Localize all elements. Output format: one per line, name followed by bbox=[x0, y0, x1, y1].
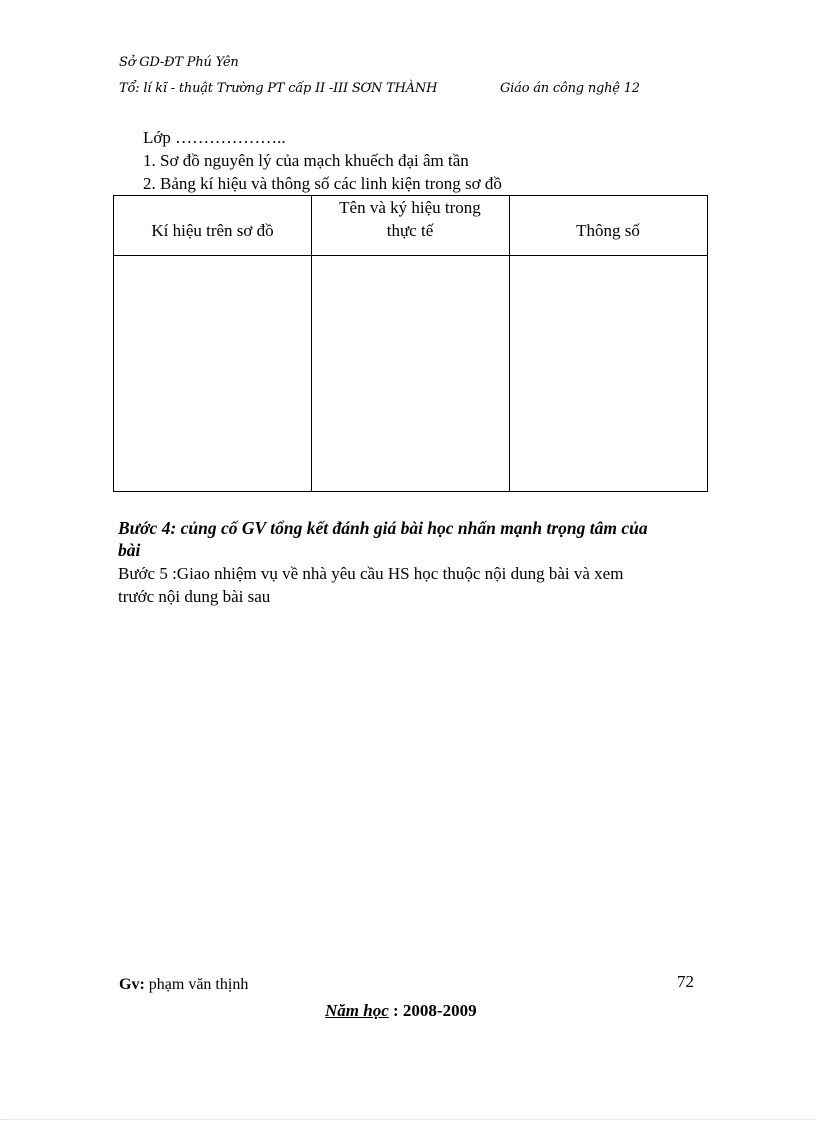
department-header: Sở GD-ĐT Phú Yên bbox=[119, 55, 239, 70]
table-header-divider bbox=[114, 255, 707, 256]
component-table bbox=[113, 195, 708, 492]
step4-text: Bước 4: củng cố GV tổng kết đánh giá bài học nhấn mạnh trọng tâm của bbox=[118, 518, 648, 538]
item-schematic: 1. Sơ đồ nguyên lý của mạch khuếch đại âm tần bbox=[143, 151, 469, 170]
column-header-name-line1: Tên và ký hiệu trong bbox=[339, 198, 481, 217]
column-header-symbol: Kí hiệu trên sơ đồ bbox=[151, 221, 274, 240]
school-year-label: Năm học bbox=[325, 1001, 389, 1020]
page-number: 72 bbox=[677, 972, 694, 991]
teacher-line bbox=[119, 976, 248, 994]
school-year-value: : 2008-2009 bbox=[388, 1001, 477, 1020]
school-year-line bbox=[325, 1001, 477, 1021]
item-component-table: 2. Bảng kí hiệu và thông số các linh kiện trong sơ đồ bbox=[143, 174, 502, 193]
page-bottom-border bbox=[0, 1119, 816, 1120]
column-header-parameters: Thông số bbox=[576, 221, 640, 240]
step5-text: Bước 5 :Giao nhiệm vụ về nhà yêu cầu HS học thuộc nội dung bài và xem bbox=[118, 564, 624, 583]
lesson-plan-header: Giáo án công nghệ 12 bbox=[500, 81, 640, 96]
teacher-label: Gv: bbox=[119, 976, 145, 993]
teacher-name: phạm văn thịnh bbox=[144, 976, 249, 993]
step4-text-cont: bài bbox=[118, 540, 141, 560]
school-header: Tổ: lí kĩ - thuật Trường PT cấp II -III SƠN THÀNH bbox=[119, 81, 438, 96]
step5-text-cont: trước nội dung bài sau bbox=[118, 587, 271, 606]
column-header-name-line2: thực tế bbox=[386, 221, 434, 240]
class-line: Lớp ……………….. bbox=[143, 128, 286, 147]
